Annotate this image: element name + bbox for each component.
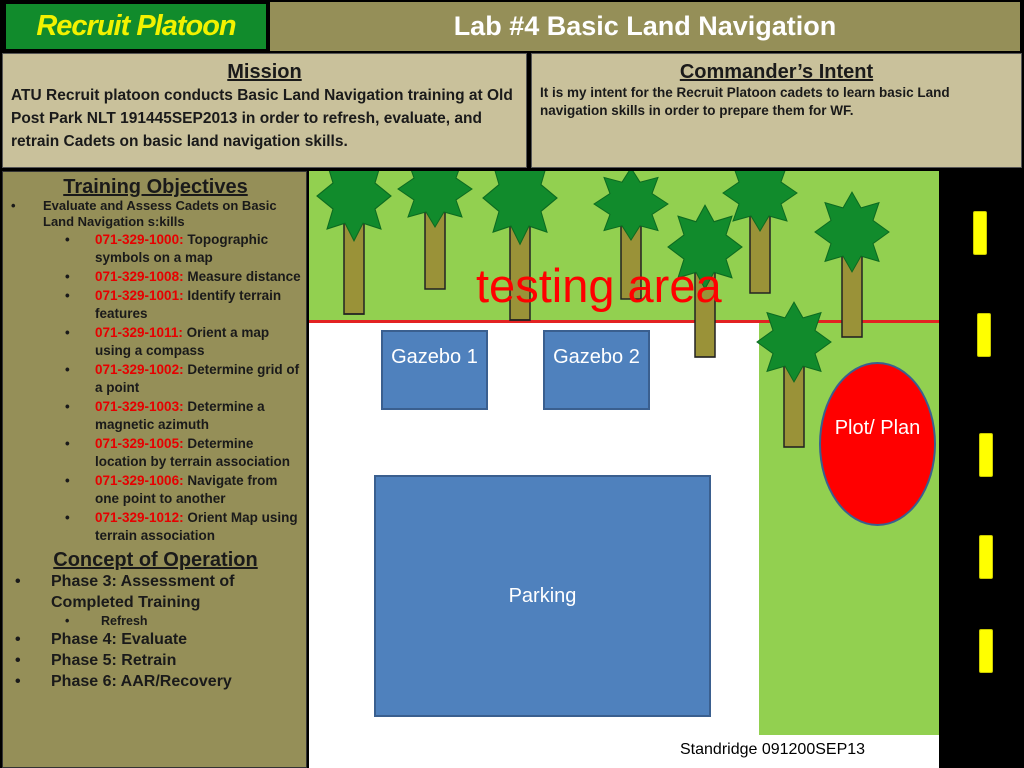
phase-5: • Phase 5: Retrain (9, 650, 302, 671)
plot-plan (819, 362, 936, 526)
task-code: 071-329-1005: (95, 436, 184, 451)
intent-text: It is my intent for the Recruit Platoon cadets to learn basic Land navigation skills in order to prepare them for WF. (540, 85, 950, 118)
objective-task (9, 398, 302, 434)
task-code: 071-329-1002: (95, 362, 184, 377)
platoon-banner (4, 2, 268, 51)
gazebo-2 (543, 330, 650, 410)
task-list (9, 231, 302, 545)
parking-label: Parking (508, 584, 577, 607)
testing-area-label: testing area (476, 259, 722, 312)
task-text: Determine grid of a point (95, 362, 300, 395)
task-text: Orient a map using a compass (95, 325, 270, 358)
road-dash (979, 535, 993, 579)
tree-icon (723, 171, 797, 293)
plot-plan-label: Plot/ Plan (834, 417, 921, 439)
task-text: Determine a magnetic azimuth (95, 399, 265, 432)
tree-icon (398, 171, 472, 289)
objective-task (9, 509, 302, 545)
intent-panel (531, 53, 1022, 168)
task-code: 071-329-1000: (95, 232, 184, 247)
objective-task (9, 268, 302, 286)
task-text: Orient Map using terrain association (95, 510, 298, 543)
parking-lot (374, 475, 711, 717)
concept-list (9, 571, 302, 692)
road (939, 171, 1024, 768)
objectives-list (9, 198, 302, 230)
objective-task (9, 287, 302, 323)
title-banner (270, 2, 1020, 51)
task-text: Navigate from one point to another (95, 473, 278, 506)
objective-main: • Evaluate and Assess Cadets on Basic Land Navigation s:kills (9, 198, 302, 230)
objective-task (9, 472, 302, 508)
page-title: Lab #4 Basic Land Navigation (453, 11, 837, 41)
task-text: Identify terrain features (95, 288, 282, 321)
tree-icon (815, 192, 889, 337)
objective-task (9, 231, 302, 267)
task-text: Determine location by terrain association (95, 436, 291, 469)
phase-4: • Phase 4: Evaluate (9, 629, 302, 650)
mission-text: ATU Recruit platoon conducts Basic Land Navigation training at Old Post Park NLT 191445SEP2013 in order to refresh, evaluate, and retrain Cadets on basic land navigation skills. (11, 87, 513, 150)
gazebo-1 (381, 330, 488, 410)
task-code: 071-329-1006: (95, 473, 184, 488)
phase-3-refresh: • Refresh (9, 613, 302, 629)
objective-task (9, 361, 302, 397)
objective-task (9, 435, 302, 471)
road-dash (979, 433, 993, 477)
objective-task (9, 324, 302, 360)
mission-title: Mission (227, 61, 302, 83)
platoon-title: Recruit Platoon (36, 10, 236, 42)
training-objectives-title: Training Objectives (63, 176, 248, 198)
task-code: 071-329-1011: (95, 325, 183, 340)
task-text: Topographic symbols on a map (95, 232, 269, 265)
tree-icon (317, 171, 391, 314)
phase-6: • Phase 6: AAR/Recovery (9, 671, 302, 692)
road-dash (973, 211, 987, 255)
phase-3: • Phase 3: Assessment of Completed Training (9, 571, 302, 613)
road-dash (979, 629, 993, 673)
task-code: 071-329-1003: (95, 399, 184, 414)
intent-title: Commander’s Intent (679, 61, 874, 83)
task-text: Measure distance (187, 269, 301, 284)
concept-title: Concept of Operation (53, 549, 258, 571)
gazebo-2-label: Gazebo 2 (553, 346, 640, 368)
mission-panel (2, 53, 527, 168)
objectives-panel (2, 171, 307, 768)
task-code: 071-329-1008: (95, 269, 184, 284)
task-code: 071-329-1001: (95, 288, 184, 303)
task-code: 071-329-1012: (95, 510, 184, 525)
footer-signature: Standridge 091200SEP13 (680, 741, 866, 758)
road-dash (977, 313, 991, 357)
gazebo-1-label: Gazebo 1 (391, 346, 478, 368)
